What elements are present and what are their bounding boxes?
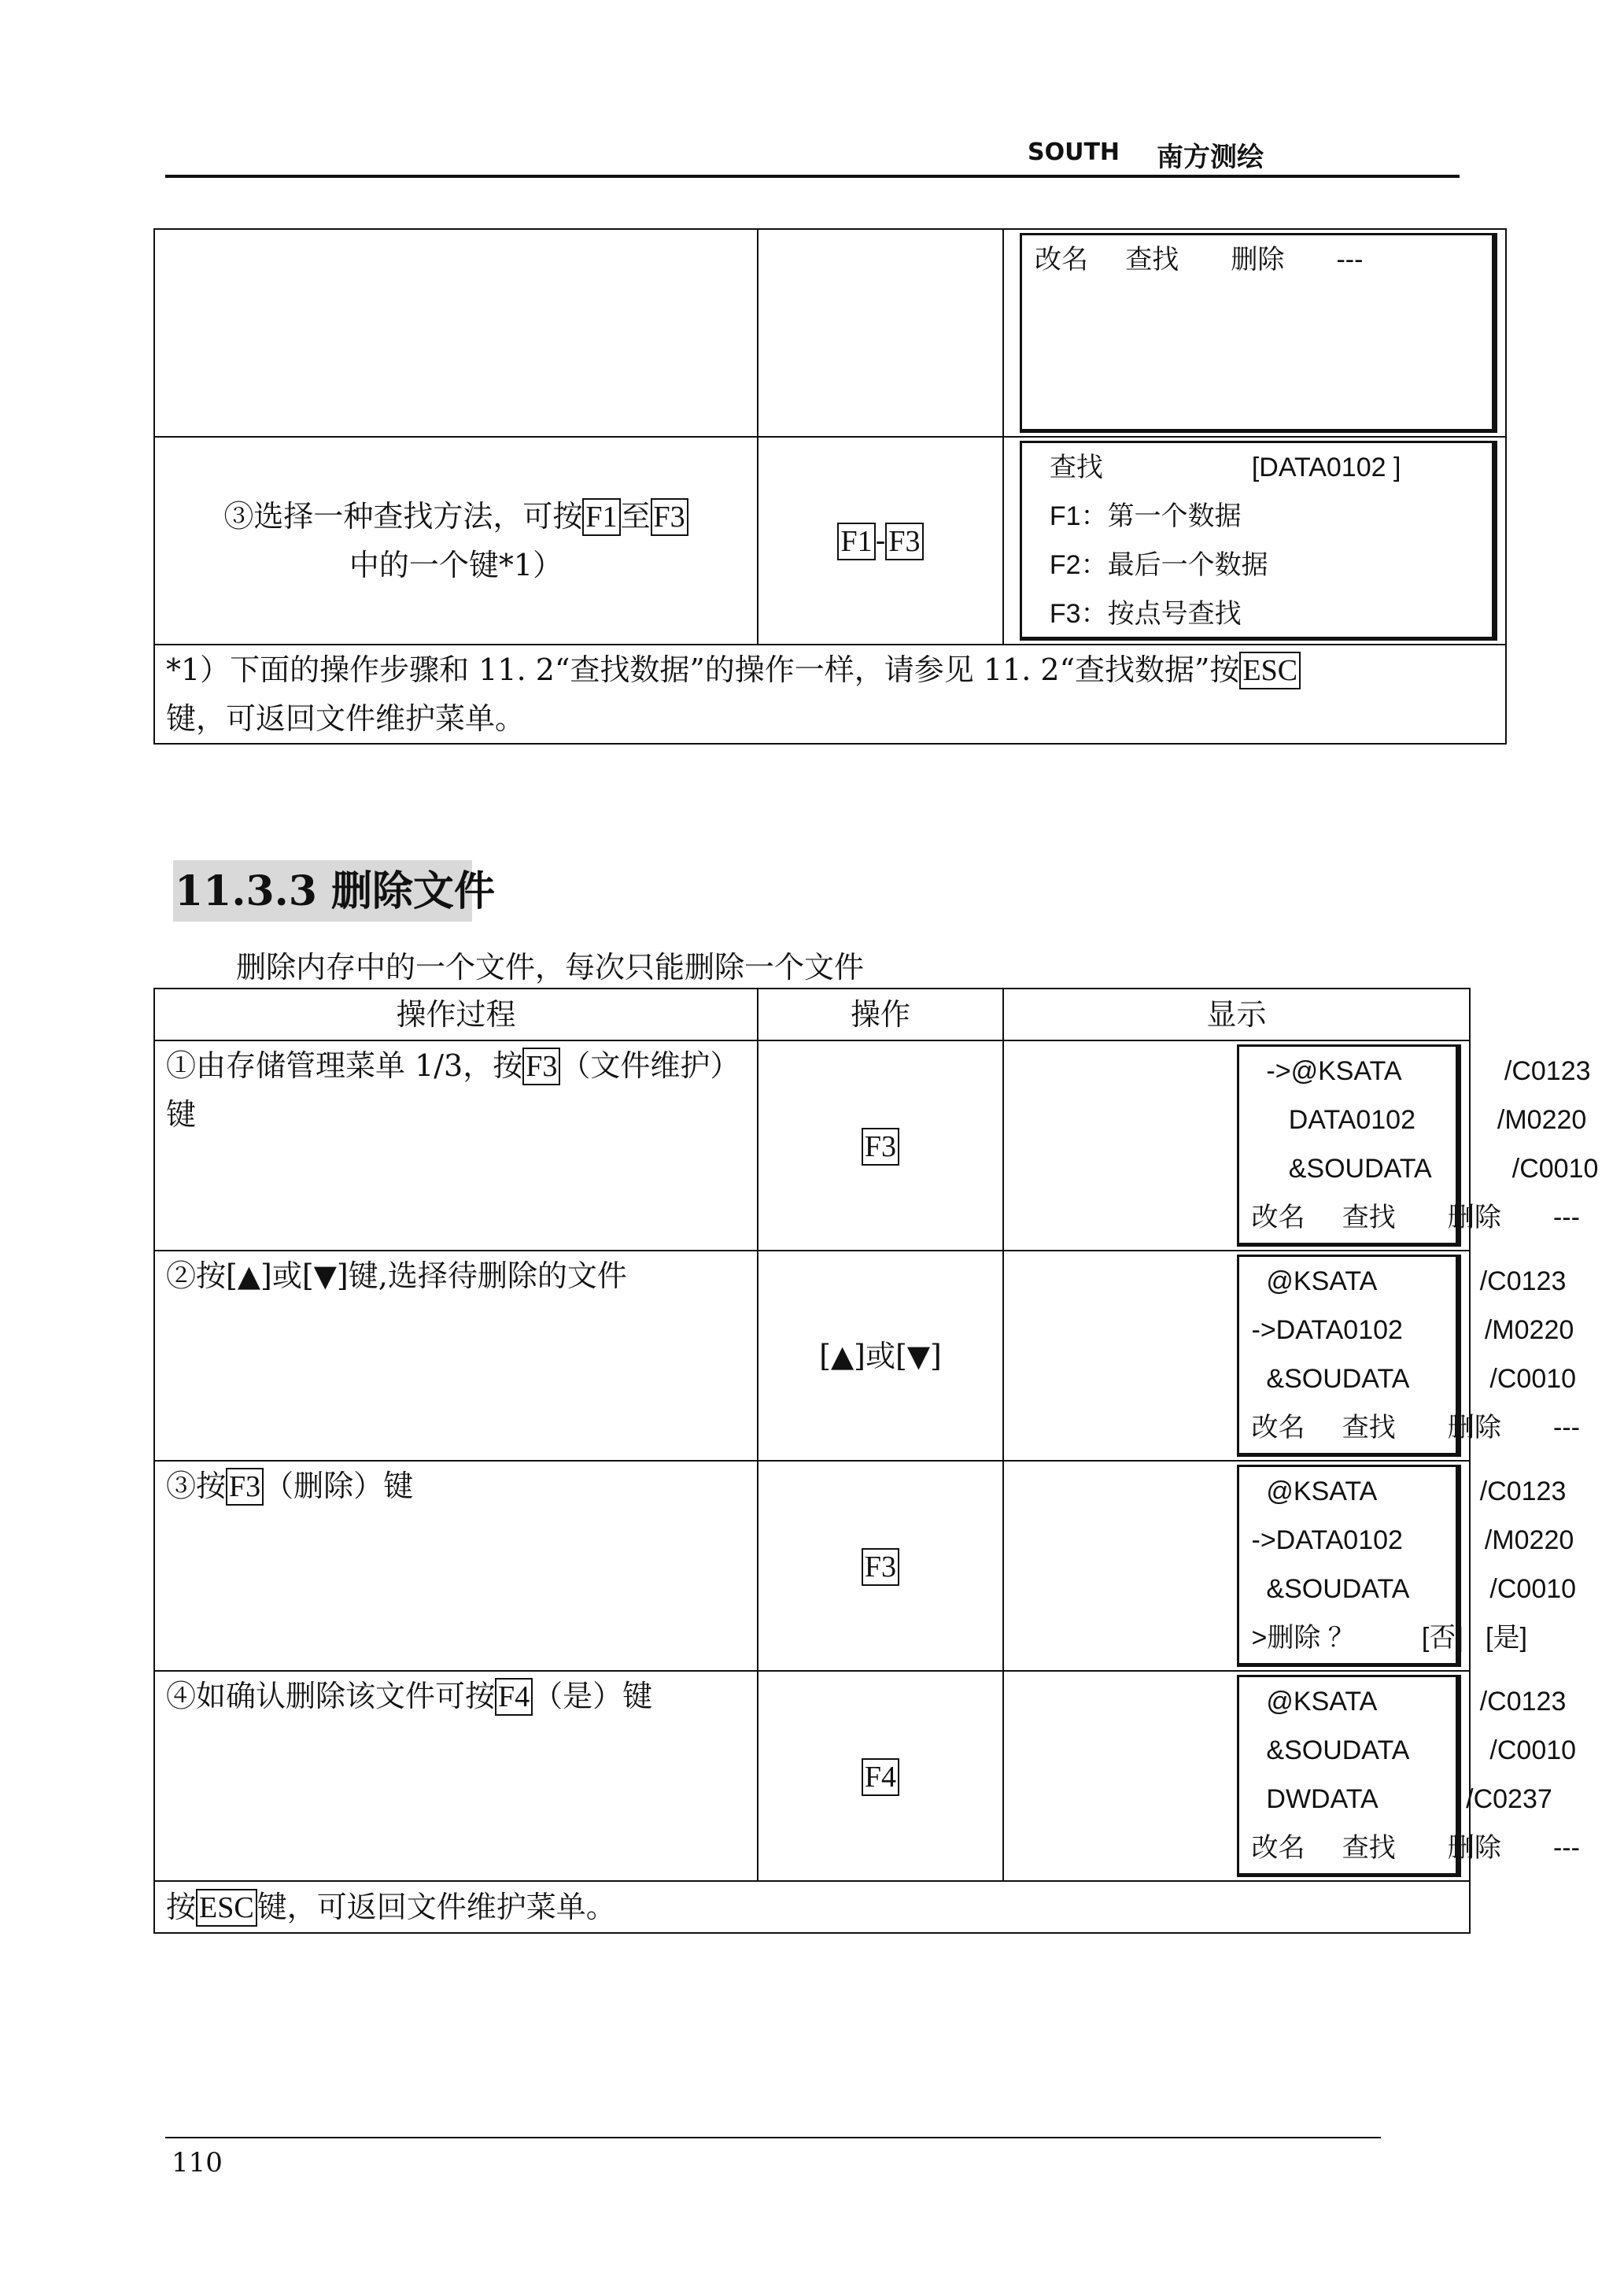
note-text: 按 xyxy=(166,1890,197,1924)
display-cell xyxy=(1020,229,1506,437)
note-cell xyxy=(154,645,1506,744)
operation-cell xyxy=(758,1040,1003,1251)
step-text: （是）键 xyxy=(533,1679,653,1713)
lcd-line: ->DATA0102 /M0220 xyxy=(1251,1315,1574,1345)
operation-text: [▲]或[▼] xyxy=(819,1338,942,1373)
header-rule xyxy=(165,175,1460,178)
lcd-line: 查找 [DATA0102 ] xyxy=(1035,453,1401,482)
key-f4: F4 xyxy=(862,1758,899,1796)
lcd-line: @KSATA /C0123 xyxy=(1251,1266,1567,1296)
table-row xyxy=(154,1881,1470,1933)
table-row xyxy=(154,1671,1470,1881)
lcd-line: &SOUDATA /C0010 xyxy=(1251,1574,1577,1604)
column-header: 显示 xyxy=(1003,989,1470,1040)
step-text: 中的一个键*1） xyxy=(349,548,563,582)
key-f3: F3 xyxy=(862,1548,899,1586)
operation-cell xyxy=(758,1461,1003,1671)
lcd-line: @KSATA /C0123 xyxy=(1251,1476,1567,1506)
header-brand-en: SOUTH xyxy=(1028,139,1120,166)
operation-cell xyxy=(758,1671,1003,1881)
step-text: ④如确认删除该文件可按 xyxy=(166,1679,496,1713)
note-cell xyxy=(154,1881,1470,1933)
lcd-screen xyxy=(1237,1465,1577,1667)
lcd-screen xyxy=(1020,441,1497,641)
table-row xyxy=(154,1461,1470,1671)
lcd-line: ->DATA0102 /M0220 xyxy=(1251,1525,1574,1555)
lcd-line: @KSATA /C0123 xyxy=(1251,1687,1567,1717)
step-cell xyxy=(154,1040,758,1251)
operation-cell xyxy=(758,1251,1003,1461)
table-row xyxy=(154,1251,1470,1461)
step-text: （删除）键 xyxy=(264,1469,414,1503)
note-text: 键，可返回文件维护菜单。 xyxy=(166,701,526,736)
key-f3: F3 xyxy=(522,1048,560,1085)
lcd-line: 改名 查找 删除 --- xyxy=(1035,245,1364,275)
key-f3: F3 xyxy=(226,1468,264,1506)
step-text: （文件维护）键 xyxy=(166,1048,740,1132)
note-text: *1）下面的操作步骤和 11. 2“查找数据”的操作一样，请参见 11. 2“查找数据”按 xyxy=(166,652,1240,687)
table-row xyxy=(154,229,1506,437)
step-text: 至 xyxy=(620,499,651,534)
step-text: ②按[▲]或[▼]键,选择待删除的文件 xyxy=(166,1258,627,1293)
table-row xyxy=(154,1040,1470,1251)
key-f3: F3 xyxy=(862,1128,899,1166)
section-title: 11.3.3 删除文件 xyxy=(175,867,496,915)
lcd-line: F3：按点号查找 xyxy=(1035,599,1242,629)
step-cell xyxy=(154,437,758,645)
display-cell xyxy=(1020,437,1506,645)
lcd-line: &SOUDATA /C0010 xyxy=(1251,1364,1577,1394)
key-f1: F1 xyxy=(837,523,875,560)
lcd-line: F2：最后一个数据 xyxy=(1035,550,1268,580)
lcd-screen xyxy=(1237,1675,1580,1877)
column-header: 操作 xyxy=(758,989,1003,1040)
step-text: ③按 xyxy=(166,1469,227,1503)
lcd-line: 改名 查找 删除 --- xyxy=(1251,1203,1580,1232)
lcd-line: F1：第一个数据 xyxy=(1035,501,1242,531)
display-cell xyxy=(1237,1671,1580,1881)
display-cell xyxy=(1237,1040,1599,1251)
key-f1: F1 xyxy=(582,498,620,536)
table-header-row xyxy=(154,989,1470,1040)
operation-cell: F1 - F3 xyxy=(758,437,1003,645)
lcd-screen xyxy=(1020,233,1497,433)
lcd-line: >删除 ？ [否] [是] xyxy=(1251,1623,1527,1653)
header-brand-cn: 南方测绘 xyxy=(1157,142,1264,173)
step-cell xyxy=(154,1461,758,1671)
search-table xyxy=(153,228,1507,745)
page-number: 110 xyxy=(172,2147,223,2179)
key-f3: F3 xyxy=(885,523,923,560)
section-intro: 删除内存中的一个文件，每次只能删除一个文件 xyxy=(236,950,865,985)
lcd-screen xyxy=(1237,1255,1580,1457)
key-f4: F4 xyxy=(495,1678,533,1716)
key-esc: ESC xyxy=(1239,652,1301,689)
column-header: 操作过程 xyxy=(154,989,758,1040)
table-row xyxy=(154,645,1506,744)
lcd-line: ->@KSATA /C0123 xyxy=(1251,1056,1591,1086)
lcd-screen xyxy=(1237,1044,1599,1247)
display-cell xyxy=(1237,1251,1580,1461)
lcd-line: DATA0102 /M0220 xyxy=(1251,1105,1587,1135)
note-text: 键，可返回文件维护菜单。 xyxy=(257,1890,616,1924)
step-cell xyxy=(154,1671,758,1881)
table-row xyxy=(154,437,1506,645)
step-text: ①由存储管理菜单 1/3，按 xyxy=(166,1048,523,1083)
lcd-line: DWDATA /C0237 xyxy=(1251,1784,1552,1814)
key-f3: F3 xyxy=(651,498,688,536)
lcd-line: &SOUDATA /C0010 xyxy=(1251,1154,1599,1184)
step-cell xyxy=(154,229,758,437)
step-cell xyxy=(154,1251,758,1461)
lcd-line: 改名 查找 删除 --- xyxy=(1251,1413,1580,1443)
key-esc: ESC xyxy=(196,1889,257,1927)
footer-rule xyxy=(165,2137,1381,2138)
lcd-line: &SOUDATA /C0010 xyxy=(1251,1735,1577,1765)
operation-cell xyxy=(758,229,1003,437)
lcd-line: 改名 查找 删除 --- xyxy=(1251,1833,1580,1863)
step-text: ③选择一种查找方法，可按 xyxy=(223,499,583,534)
display-cell xyxy=(1237,1461,1577,1671)
delete-file-table xyxy=(153,988,1599,1934)
